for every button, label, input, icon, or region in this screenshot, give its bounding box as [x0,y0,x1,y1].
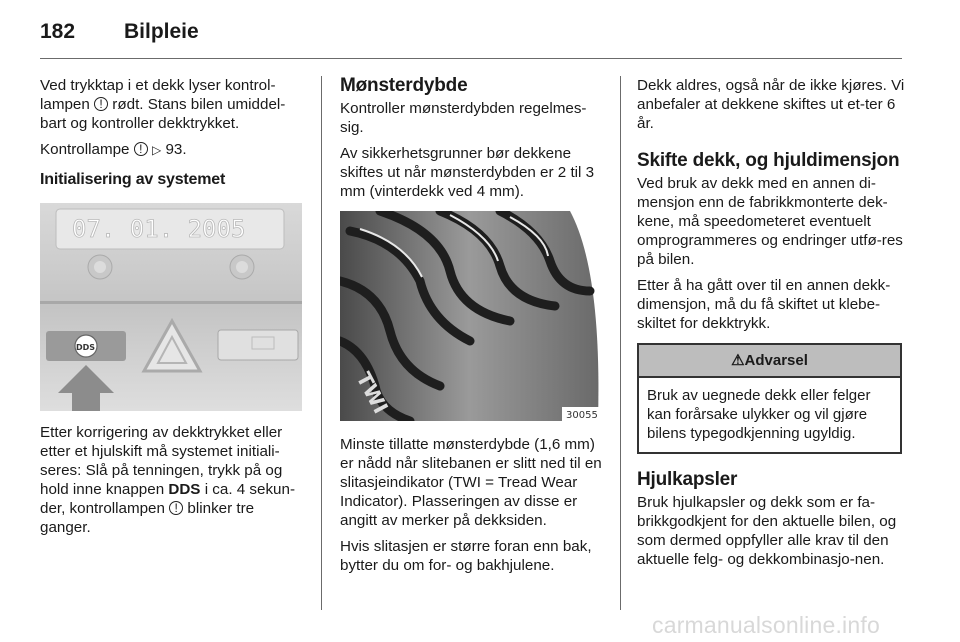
svg-text:07. 01. 2005: 07. 01. 2005 [72,215,246,243]
tire-pressure-warning-icon: ! [169,501,183,515]
text-span: der, kontrollampen [40,500,165,517]
text-line: ganger. [40,519,91,536]
tire-pressure-warning-icon: ! [94,97,108,111]
text-span: hold inne knappen [40,481,165,498]
tire-pressure-warning-icon: ! [134,142,148,156]
text-span: blinker tre [187,500,255,517]
column-divider [321,76,322,610]
text-line: seres: Slå på tenningen, trykk på og [40,462,283,479]
svg-text:DDS: DDS [76,343,96,352]
paragraph [40,76,308,133]
svg-text:30055: 30055 [566,410,598,421]
paragraph: Hvis slitasjen er større foran enn bak, bytter du om for- og bakhjulene. [340,538,592,574]
section-heading: Mønsterdybde [340,75,468,96]
warning-title: Advarsel [744,352,808,369]
paragraph: Etter å ha gått over til en annen dekk-dimensjon, må du få skiftet ut klebe-skiltet for dekktrykk. [637,277,891,332]
text-line: Etter korrigering av dekktrykket eller [40,424,283,441]
warning-text: Bruk av uegnede dekk eller felger kan forårsake ulykker og vil gjøre bilens typegodkjenning ugyldig. [647,387,871,442]
warning-box [637,343,902,454]
dds-label: DDS [168,481,201,498]
paragraph [40,423,308,537]
reference-arrow-icon: ▷ [151,143,162,157]
page-header [40,20,920,50]
text-span: i ca. 4 sekun- [204,481,296,498]
warning-triangle-icon: ⚠ [731,352,745,369]
text-line: Ved trykktap i et dekk lyser kontrol- [40,77,276,94]
svg-text:TWI: TWI [351,368,394,418]
dds-button-photo [40,203,302,411]
text-line: bart og kontroller dekktrykket. [40,115,240,132]
page-reference: 93. [165,141,187,158]
text-span: lampen [40,96,90,113]
paragraph: Av sikkerhetsgrunner bør dekkene skiftes ut når mønsterdybden er 2 til 3 mm (vinterdekk ved 4 mm). [340,145,595,200]
tire-tread-photo [340,211,602,421]
watermark: carmanualsonline.info [652,612,880,638]
paragraph: Bruk hjulkapsler og dekk som er fa-brikkgodkjent for den aktuelle bilen, og som dermed oppfyller alle krav til den aktuelle felg- og dekkombinasjo-nen. [637,494,897,568]
page-number: 182 [40,20,76,43]
warning-header [639,345,900,378]
paragraph [40,140,308,160]
paragraph: Minste tillatte mønsterdybde (1,6 mm) er nådd når slitebanen er slitt ned til en slitasjeindikator (TWI = Tread Wear Indicator). Plasseringen av disse er angitt av merker på dekksiden. [340,436,602,529]
paragraph: Kontroller mønsterdybden regelmes-sig. [340,100,587,136]
section-heading: Hjulkapsler [637,469,738,490]
page-title: Bilpleie [124,20,199,43]
section-heading: Skifte dekk, og hjuldimensjon [637,150,900,171]
text-span: rødt. Stans bilen umiddel- [112,96,286,113]
text-line: etter et hjulskift må systemet initiali- [40,443,280,460]
column-3 [637,76,905,576]
paragraph: Dekk aldres, også når de ikke kjøres. Vi anbefaler at dekkene skiftes ut et-ter 6 år. [637,77,905,132]
column-1 [40,76,308,544]
text-span: Kontrollampe [40,141,130,158]
column-2 [340,76,608,582]
paragraph: Ved bruk av dekk med en annen di-mensjon enn de fabrikkmonterte dek-kene, må speedometeret eventuelt omprogrammeres og endringer utfø-res på bilen. [637,175,903,268]
column-divider [620,76,621,610]
header-rule [40,58,902,59]
section-heading: Initialisering av systemet [40,171,226,188]
